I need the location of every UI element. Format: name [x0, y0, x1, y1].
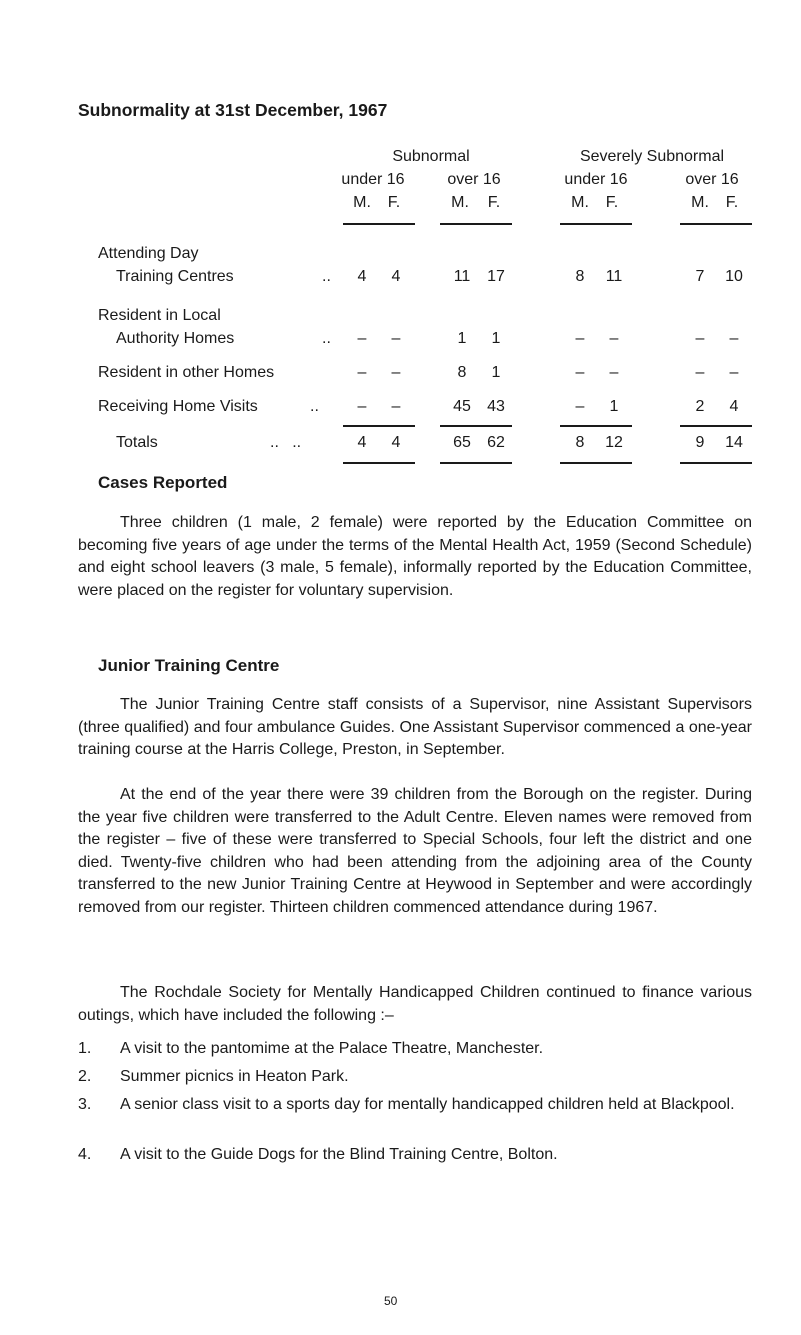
table-cell: 11 [605, 268, 623, 285]
sex-header: F. [487, 194, 501, 211]
list-item-text: A senior class visit to a sports day for mentally handicapped children held at Blackpool. [120, 1096, 735, 1113]
table-cell: – [729, 330, 739, 347]
totals-cell: 9 [695, 434, 705, 451]
totals-rule [440, 425, 512, 427]
table-cell: – [695, 364, 705, 381]
table-cell: 1 [491, 330, 501, 347]
table-cell: 8 [575, 268, 585, 285]
sex-header: M. [691, 194, 709, 211]
sex-header: F. [605, 194, 619, 211]
age-band-header: under 16 [341, 171, 405, 188]
table-cell: 45 [453, 398, 471, 415]
table-cell: – [575, 330, 585, 347]
table-cell: 4 [391, 268, 401, 285]
sex-header: M. [571, 194, 589, 211]
table-cell: 10 [725, 268, 743, 285]
table-cell: 11 [453, 268, 471, 285]
section-heading-junior-training-centre: Junior Training Centre [98, 656, 280, 675]
list-item-number: 1. [78, 1040, 92, 1057]
table-cell: 8 [457, 364, 467, 381]
header-rule [680, 223, 752, 225]
sex-header: F. [387, 194, 401, 211]
totals-rule [560, 425, 632, 427]
cases-reported-paragraph: Three children (1 male, 2 female) were reported by the Education Committee on becoming five years of age under the terms of the Mental Health Act, 1959 (Second Schedule) and eight school leavers (3 male, 5 female), informally reported by the Education Committee, were placed on the register for voluntary supervision. [78, 514, 752, 599]
list-item-text: A visit to the Guide Dogs for the Blind Training Centre, Bolton. [120, 1146, 558, 1163]
row-leader: .. [322, 268, 331, 285]
totals-leader: .. .. [270, 434, 302, 451]
table-cell: 1 [457, 330, 467, 347]
totals-bottom-rule [560, 462, 632, 464]
table-cell: – [609, 330, 619, 347]
table-cell: – [357, 330, 367, 347]
totals-cell: 8 [575, 434, 585, 451]
list-item-number: 4. [78, 1146, 92, 1163]
table-cell: 2 [695, 398, 705, 415]
totals-cell: 62 [487, 434, 505, 451]
list-item-text: A visit to the pantomime at the Palace Theatre, Manchester. [120, 1040, 544, 1057]
row-label: Attending Day [98, 245, 199, 262]
table-cell: – [391, 330, 401, 347]
table-cell: – [391, 398, 401, 415]
table-cell: 4 [357, 268, 367, 285]
group-header-subnormal: Subnormal [392, 148, 470, 165]
page-number: 50 [384, 1294, 398, 1308]
totals-cell: 65 [453, 434, 471, 451]
row-label: Receiving Home Visits [98, 398, 258, 415]
totals-bottom-rule [440, 462, 512, 464]
totals-cell: 4 [391, 434, 401, 451]
section-heading-cases-reported: Cases Reported [98, 473, 228, 492]
totals-cell: 12 [605, 434, 623, 451]
table-cell: 43 [487, 398, 505, 415]
age-band-header: under 16 [564, 171, 628, 188]
table-cell: – [357, 398, 367, 415]
table-cell: – [695, 330, 705, 347]
row-label: Authority Homes [116, 330, 235, 347]
table-cell: – [609, 364, 619, 381]
age-band-header: over 16 [685, 171, 739, 188]
totals-label: Totals [116, 434, 158, 451]
jtc-paragraph-outings-intro: The Rochdale Society for Mentally Handicapped Children continued to finance various outings, which have included the following :– [78, 984, 752, 1024]
group-header-severely-subnormal: Severely Subnormal [579, 148, 725, 165]
header-rule [560, 223, 632, 225]
sex-header: M. [451, 194, 469, 211]
sex-header: M. [353, 194, 371, 211]
age-band-header: over 16 [447, 171, 501, 188]
row-label: Training Centres [116, 268, 234, 285]
table-cell: – [729, 364, 739, 381]
table-cell: 17 [487, 268, 505, 285]
header-rule [440, 223, 512, 225]
totals-rule [680, 425, 752, 427]
totals-rule [343, 425, 415, 427]
totals-cell: 4 [357, 434, 367, 451]
table-cell: 4 [729, 398, 739, 415]
table-cell: – [357, 364, 367, 381]
list-item-text: Summer picnics in Heaton Park. [120, 1068, 349, 1085]
totals-bottom-rule [343, 462, 415, 464]
totals-bottom-rule [680, 462, 752, 464]
table-cell: 1 [609, 398, 619, 415]
header-rule [343, 223, 415, 225]
row-label: Resident in Local [98, 307, 221, 324]
table-cell: – [575, 398, 585, 415]
row-leader: .. [322, 330, 331, 347]
row-leader: .. [310, 398, 319, 415]
table-cell: 1 [491, 364, 501, 381]
list-item-number: 2. [78, 1068, 92, 1085]
sex-header: F. [725, 194, 739, 211]
table-cell: – [575, 364, 585, 381]
page-title: Subnormality at 31st December, 1967 [78, 100, 388, 120]
list-item-number: 3. [78, 1096, 92, 1113]
table-cell: – [391, 364, 401, 381]
row-label: Resident in other Homes [98, 364, 275, 381]
jtc-paragraph-register: At the end of the year there were 39 children from the Borough on the register. During the year five children were transferred to the Adult Centre. Eleven names were removed from the register – five of these were transferred to Special Schools, four left the district and one died. Twenty-five children who had been attending from the adjoining area of the County transferred to the new Junior Training Centre at Heywood in September and were accordingly removed from our register. Thirteen children commenced attendance during 1967. [78, 786, 752, 916]
jtc-paragraph-staff: The Junior Training Centre staff consists of a Supervisor, nine Assistant Supervisors (three qualified) and four ambulance Guides. One Assistant Supervisor commenced a one-year training course at the Harris College, Preston, in September. [78, 696, 752, 758]
table-cell: 7 [695, 268, 705, 285]
totals-cell: 14 [725, 434, 743, 451]
